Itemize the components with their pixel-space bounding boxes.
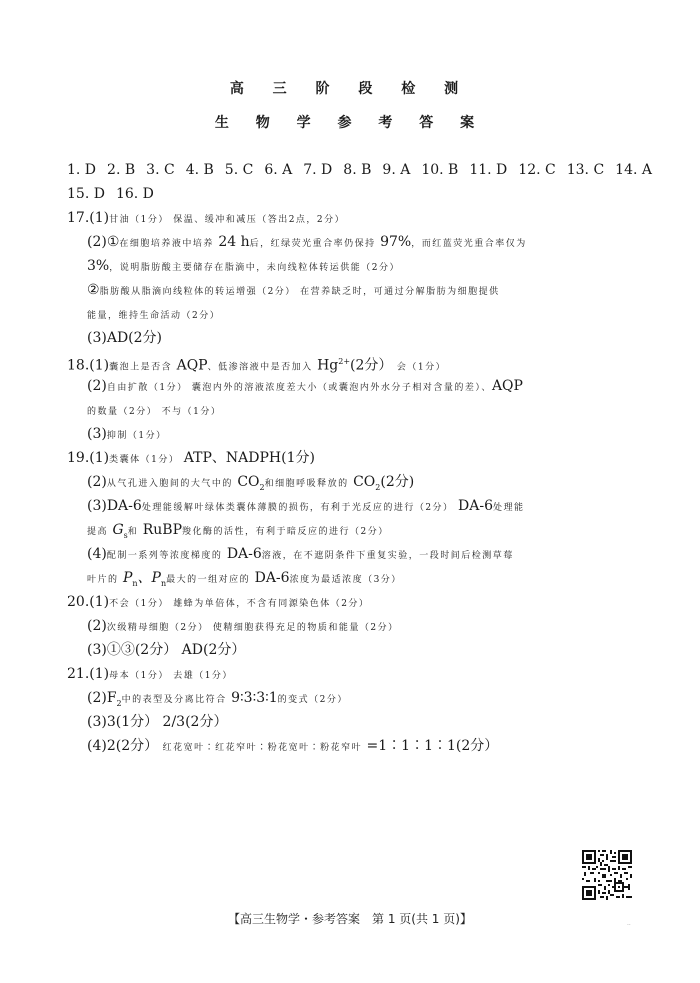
mc-answer: 13. C xyxy=(566,162,605,178)
q19-text: P xyxy=(122,570,133,586)
q19-text: 从气孔进入胞间的大气中的 xyxy=(106,479,233,489)
q20-line-1 xyxy=(67,594,369,612)
q18-text: 自由扩散（1分） 囊泡内外的溶液浓度差大小（或囊泡内外水分子相对含量的差）、 xyxy=(106,383,492,393)
q17-line-3 xyxy=(87,258,400,276)
q21-text: (3)3(1分） 2/3(2分） xyxy=(87,714,228,730)
q19-line-6 xyxy=(87,570,402,592)
q21-text: =1∶1∶1∶1 xyxy=(366,738,456,754)
q19-subscript: 2 xyxy=(375,482,381,492)
q19-text: DA-6 xyxy=(226,546,262,562)
mc-answer: 16. D xyxy=(115,186,154,202)
q17-text: 3% xyxy=(87,258,110,274)
q21-line-1 xyxy=(67,666,233,684)
q19-text: CO xyxy=(353,474,376,490)
q19-line-1 xyxy=(67,450,315,468)
qr-code xyxy=(582,850,632,900)
q19-part-label: 19.(1) xyxy=(67,450,110,466)
q21-line-3 xyxy=(87,714,227,730)
q19-subscript: n xyxy=(160,578,167,588)
q19-text: 处理能缓解叶绿体类囊体薄膜的损伤，有利于光反应的进行（2分） xyxy=(141,503,454,513)
q20-text: (3)①③(2分） AD(2分） xyxy=(87,642,246,658)
q18-part-label: (2) xyxy=(87,378,107,394)
q20-text: 不会（1分） 雄蜂为单倍体，不含有同源染色体（2分） xyxy=(109,599,370,609)
q19-text: ATP、NADPH(1分) xyxy=(183,450,315,466)
mc-answer: 14. A xyxy=(615,162,652,178)
q21-part-label: (2)F xyxy=(87,690,117,706)
q18-text: AQP xyxy=(176,357,208,374)
q18-superscript: 2+ xyxy=(338,357,351,366)
q19-text: G xyxy=(112,522,124,538)
q18-part-label: (3) xyxy=(87,426,107,442)
mc-answer: 8. B xyxy=(343,162,372,178)
q17-text: (3)AD(2分) xyxy=(87,330,162,346)
q17-answer-1: 甘油（1分） 保温、缓冲和减压（答出2点，2分） xyxy=(109,215,346,225)
q19-text: DA-6 xyxy=(458,498,493,514)
q18-text: 、低渗溶液中是否加入 xyxy=(207,362,313,373)
mc-answer: 12. C xyxy=(518,162,556,178)
q19-text: 配制一系列等浓度梯度的 xyxy=(106,551,223,561)
q17-text: 97% xyxy=(380,234,412,250)
corner-mark: ·· xyxy=(627,922,631,929)
mc-answer: 10. B xyxy=(421,162,459,178)
q18-text: (2分） xyxy=(350,357,393,374)
q17-text: ，而红蓝荧光重合率仅为 xyxy=(411,239,527,249)
q17-line-4 xyxy=(87,282,500,300)
q17-text: 后，红绿荧光重合率仍保持 xyxy=(249,239,376,249)
mc-answer: 6. A xyxy=(264,162,293,178)
q21-text: 9∶3∶3∶1 xyxy=(231,690,278,706)
q18-text: 囊泡上是否含 xyxy=(109,362,173,373)
q18-text: AQP xyxy=(491,378,523,394)
q19-text: 提高 xyxy=(87,527,109,537)
page-title: 高 三 阶 段 检 测 xyxy=(229,81,471,97)
q17-line-6 xyxy=(87,330,162,346)
q19-text: 溶液，在不遮阴条件下重复实验，一段时间后检测草莓 xyxy=(261,551,514,561)
q21-line-2 xyxy=(87,690,348,712)
mc-answer: 5. C xyxy=(224,162,254,178)
q18-text: 的数量（2分） 不与（1分） xyxy=(87,407,222,417)
q19-text: 羧化酶的活性，有利于暗反应的进行（2分） xyxy=(182,527,389,537)
mc-answer: 2. B xyxy=(107,162,136,178)
mc-answer: 1. D xyxy=(67,162,97,178)
q19-part-label: (4) xyxy=(87,546,107,562)
q19-line-3 xyxy=(87,498,525,516)
q21-text: 的变式（2分） xyxy=(277,695,348,705)
q21-text: 中的表型及分离比符合 xyxy=(121,695,227,705)
q17-text: 脂肪酸从脂滴向线粒体的转运增强（2分） 在营养缺乏时，可通过分解脂肪为细胞提供 xyxy=(99,287,500,297)
q21-line-4 xyxy=(87,738,498,756)
q19-text: DA-6 xyxy=(254,570,290,586)
q19-text: 、P xyxy=(137,570,161,586)
page-footer: 【高三生物学・参考答案 第 1 页(共 1 页)】 xyxy=(228,912,472,926)
q21-part-label: (4)2(2分） xyxy=(87,738,159,754)
q17-text: 在细胞培养液中培养 xyxy=(119,239,214,249)
q19-subscript: 2 xyxy=(259,482,265,492)
q21-text: 母本（1分） 去雄（1分） xyxy=(109,671,233,681)
mc-answer: 7. D xyxy=(303,162,333,178)
q17-line-2 xyxy=(87,234,527,252)
q18-part-label: 18.(1) xyxy=(67,357,110,374)
q17-line-5 xyxy=(87,306,220,324)
q17-part-label: 17.(1) xyxy=(67,210,110,226)
q18-text: Hg xyxy=(317,357,339,374)
mc-answer: 4. B xyxy=(185,162,214,178)
q19-text: 和 xyxy=(127,527,139,537)
q17-line-1 xyxy=(67,210,345,228)
q20-line-2 xyxy=(87,618,399,636)
q21-text: (2分） xyxy=(455,738,499,754)
q20-text: 次级精母细胞（2分） 使精细胞获得充足的物质和能量（2分） xyxy=(106,623,399,633)
mc-answer: 11. D xyxy=(469,162,508,178)
q19-text: 类囊体（1分） xyxy=(109,455,180,465)
q19-line-2 xyxy=(87,474,414,496)
q17-part-label: (2)① xyxy=(87,234,120,250)
q17-text: ② xyxy=(87,282,100,298)
mc-row-1 xyxy=(67,162,663,178)
q21-subscript: 2 xyxy=(116,698,122,708)
q17-text: 24 h xyxy=(218,234,250,250)
q19-line-5 xyxy=(87,546,514,564)
page-subtitle: 生 物 学 参 考 答 案 xyxy=(214,115,486,131)
mc-answer: 3. C xyxy=(146,162,175,178)
q18-line-1 xyxy=(67,354,446,376)
q19-subscript: s xyxy=(123,530,128,540)
q19-text: 叶片的 xyxy=(87,575,119,585)
q19-line-4 xyxy=(87,522,389,544)
q20-part-label: 20.(1) xyxy=(67,594,110,610)
q19-text: 和细胞呼吸释放的 xyxy=(264,479,349,489)
q19-text: 处理能 xyxy=(492,503,525,513)
q19-text: (2分) xyxy=(380,474,415,490)
q20-part-label: (2) xyxy=(87,618,107,634)
q17-text: 能量，维持生命活动（2分） xyxy=(87,311,221,321)
mc-row-2 xyxy=(67,186,165,202)
q18-line-3 xyxy=(87,402,221,420)
q17-text: ，说明脂肪酸主要储存在脂滴中，未向线粒体转运供能（2分） xyxy=(109,263,400,273)
mc-answer: 9. A xyxy=(382,162,411,178)
q21-part-label: 21.(1) xyxy=(67,666,110,682)
q18-line-4 xyxy=(87,426,167,444)
q18-text: 抑制（1分） xyxy=(106,431,167,441)
q19-text: (3)DA-6 xyxy=(87,498,142,514)
q19-part-label: (2) xyxy=(87,474,107,490)
q18-text: 会（1分） xyxy=(396,362,447,373)
q21-text: 红花宽叶∶红花窄叶∶粉花宽叶∶粉花窄叶 xyxy=(162,743,363,753)
q19-text: RuBP xyxy=(142,522,182,538)
mc-answer: 15. D xyxy=(67,186,105,202)
q19-subscript: n xyxy=(132,578,138,588)
q20-line-3 xyxy=(87,642,245,658)
q19-text: 最大的一组对应的 xyxy=(166,575,251,585)
q19-text: 浓度为最适浓度（3分） xyxy=(289,575,402,585)
q19-text: CO xyxy=(237,474,260,490)
q18-line-2 xyxy=(87,378,523,396)
